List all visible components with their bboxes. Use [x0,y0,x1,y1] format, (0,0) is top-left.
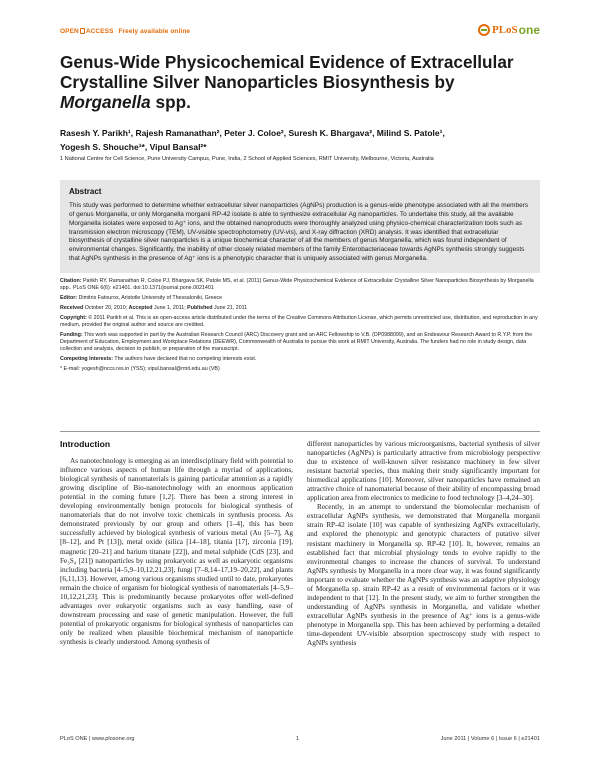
freely-available-label: Freely available online [118,28,191,35]
intro-paragraph-3: Recently, in an attempt to understand the biomolecular mechanism of extracellular AgNPs synthesis, we demonstrated that Morganella morganii strain RP-42 isolate [10] was capable of synthesizing AgNPs extracellularly, and explored the phenotypic and genotypic characters of putative silver resistant machinery in Morganella sp. RP-42 [10]. It, however, remains an established fact that microbial physiology tends to evolve rapidly to the environmental changes to increase the chances of survival. To understand AgNPs synthesis by Morganella in a more clear way, it was found significantly important to evaluate whether the AgNPs synthesis was an adaptive physiology of Morganella sp. strain RP-42 as a result of environmental factors or it was independent to that [12]. In the present study, we aim to further strengthen the understanding of AgNPs synthesis in Morganella, and validate whether extracellular AgNPs synthesis in the presence of Ag⁺ ions is a genus-wide phenotype in Morganella spp. This has been achieved by performing a detailed time-dependent UV-visible absorption spectroscopy study with respect to AgNPs synthesis [307,503,540,648]
received-date: October 20, 2010; [84,304,128,311]
copyright-row [60,315,540,330]
section-divider [60,431,540,432]
editor-row [60,295,540,302]
open-access-lock-icon [80,28,85,34]
abstract-heading: Abstract [69,187,102,196]
article-title [60,52,540,112]
competing-label: Competing Interests: [60,356,113,363]
accepted-date: June 1, 2011; [153,304,186,311]
author-list [60,126,550,154]
logo-plos-text: PLoS [491,24,518,36]
citation-label: Citation: [60,278,82,284]
received-label: Received [60,304,84,311]
footer-journal: PLoS ONE | www.plosone.org [60,736,135,742]
competing-interests-row [60,356,540,363]
competing-text: The authors have declared that no competing interests exist. [114,356,257,363]
dates-row [60,305,540,312]
open-label: OPEN [60,28,79,35]
editor-text: Dimitris Fatouros, Aristotle University of Thessaloniki, Greece [78,295,223,302]
left-column [60,440,293,647]
funding-text: This work was supported in part by the Australian Research Council (ARC) Discovery grant and an ARC Fellowship to V.B. (DP0988099), and an Endeavour Research Award to R.Y.P. from the Department of Education, Employment and Workplace Relations (DEEWR), Commonwealth of Australia to pursue this work at RMIT University, Australia. The funders had no role in study design, data collection and analysis, decision to publish, or preparation of the manuscript. [60,331,533,353]
title-genus: Morganella [60,92,151,112]
title-tail: spp. [155,92,191,112]
copyright-label: Copyright: [60,314,87,321]
intro-paragraph-1: As nanotechnology is emerging as an interdisciplinary field with potential to influence various aspects of human life through a myriad of applications, biological synthesis of nanomaterials is gaining particular attention as a rapidly growing discipline of Bio-nanotechnology with an enormous application potential in the coming future [1,2]. There has been a strong interest in developing environmentally benign protocols for biological synthesis of nanomaterials that do not involve toxic chemicals in synthesis process. As demonstrated previously by our group and others [1–4], this has been successfully achieved by biological synthesis of various metal (Au [5–7], Ag [8–12], and Pt [13]), metal oxide (silica [14–18], titania [17], zirconia [19], magnetic [20–21] and barium titanate [22]), and metal sulphide (CdS [23], and Fe₃S₄ [21]) nanoparticles by using prokaryotic as well as eukaryotic organisms including bacteria [4–5,9–10,12,21,23], fungi [7–8,14–17,19–20,22], and plants [6,11,13]. However, among various organisms studied until to date, prokaryotes remain the choice of organism for biological synthesis of nanomaterials [4–5,9–10,12,21,23]. This is predominantly because prokaryotes offer well-defined advantages over eukaryotic organisms such as easy handling, ease of downstream processing and ease of genetic manipulation. However, the full potential of prokaryotic organisms for biological synthesis of nanoparticles can only be realized when plausible biochemical mechanism of nanoparticle synthesis is clearly understood. Among synthesis of [60,457,293,646]
copyright-text: © 2011 Parikh et al. This is an open-access article distributed under the terms of the Creative Commons Attribution License, which permits unrestricted use, distribution, and reproduction in any medium, provided the original author and source are credited. [60,314,538,328]
abstract-text: This study was performed to determine whether extracellular silver nanoparticles (AgNPs) production is a genus-wide phenotype associated with all the members of genus Morganella, or only Morganella morganii RP-42 isolate is able to synthesize extracellular Ag nanoparticles. To undertake this study, all the available Morganella isolates were exposed to Ag⁺ ions, and the obtained nanoproducts were thoroughly analyzed using physico-chemical characterization tools such as transmission electron microscopy (TEM), UV-visible spectrophotometry (UV-vis), and X-ray diffraction (XRD) analysis. It was identified that extracellular biosynthesis of crystalline silver nanoparticles is a unique biochemical character of all the members of genus Morganella, which was found independent of environmental changes. Significantly, the inability of other closely related members of the family Enterobacteriaceae towards AgNPs synthesis strongly suggests that AgNPs synthesis in the presence of Ag⁺ ions is a phenotypic character that is uniquely associated with genus Morganella. [69,202,529,263]
plos-logo-mark-icon [478,24,490,36]
page-footer [60,736,540,746]
authors-line-1: Rasesh Y. Parikh¹, Rajesh Ramanathan², Peter J. Coloe², Suresh K. Bhargava², Milind S. Patole¹, [60,128,445,138]
published-label: Published [187,304,213,311]
plos-one-logo [478,22,540,38]
introduction-heading: Introduction [60,439,111,449]
citation-row [60,278,540,293]
citation-text: Parikh RY, Ramanathan R, Coloe PJ, Bhargava SK, Patole MS, et al. (2011) Genus-Wide Physicochemical Evidence of Extracellular Crystalline Silver Nanoparticles Biosynthesis by Morganella spp.. PLoS ONE 6(6): e21401. doi:10.1371/journal.pone.0021401 [60,278,534,292]
published-date: June 21, 2011 [213,304,248,311]
affiliations: 1 National Centre for Cell Science, Pune University Campus, Pune, India, 2 School of Applied Sciences, RMIT University, Melbourne, Victoria, Australia [60,156,434,162]
abstract-box [60,180,540,273]
editor-label: Editor: [60,295,78,302]
footer-page-number: 1 [296,736,300,742]
article-metadata [60,278,540,376]
logo-one-text: one [518,23,540,37]
right-column [307,440,540,648]
funding-row [60,332,540,354]
access-label: ACCESS [85,28,114,35]
title-main: Genus-Wide Physicochemical Evidence of Extracellular Crystalline Silver Nanoparticles Biosynthesis by [60,52,514,92]
open-access-badge [60,28,190,35]
journal-header-bar [60,23,540,40]
email-row: * E-mail: yogesh@nccs.res.in (YSS); vipul.bansal@rmit.edu.au (VB) [60,365,220,372]
accepted-label: Accepted [128,304,153,311]
intro-paragraph-2: different nanoparticles by various microorganisms, bacterial synthesis of silver nanoparticles (AgNPs) is particularly attractive from microbiology perspective due to existence of well-known silver resistance machinery in few silver resistant bacterial species, thus making their study significantly important for biomedical applications [10]. Moreover, silver nanoparticles have remained an attractive choice of nanomaterial because of their ability of encompassing broad application area from electronics to medicine to food technology [3–4,24–30]. [307,440,540,503]
authors-line-2: Yogesh S. Shouche¹*, Vipul Bansal²* [60,142,207,152]
footer-issue: June 2011 | Volume 6 | Issue 6 | e21401 [440,736,540,742]
funding-label: Funding: [60,331,83,338]
